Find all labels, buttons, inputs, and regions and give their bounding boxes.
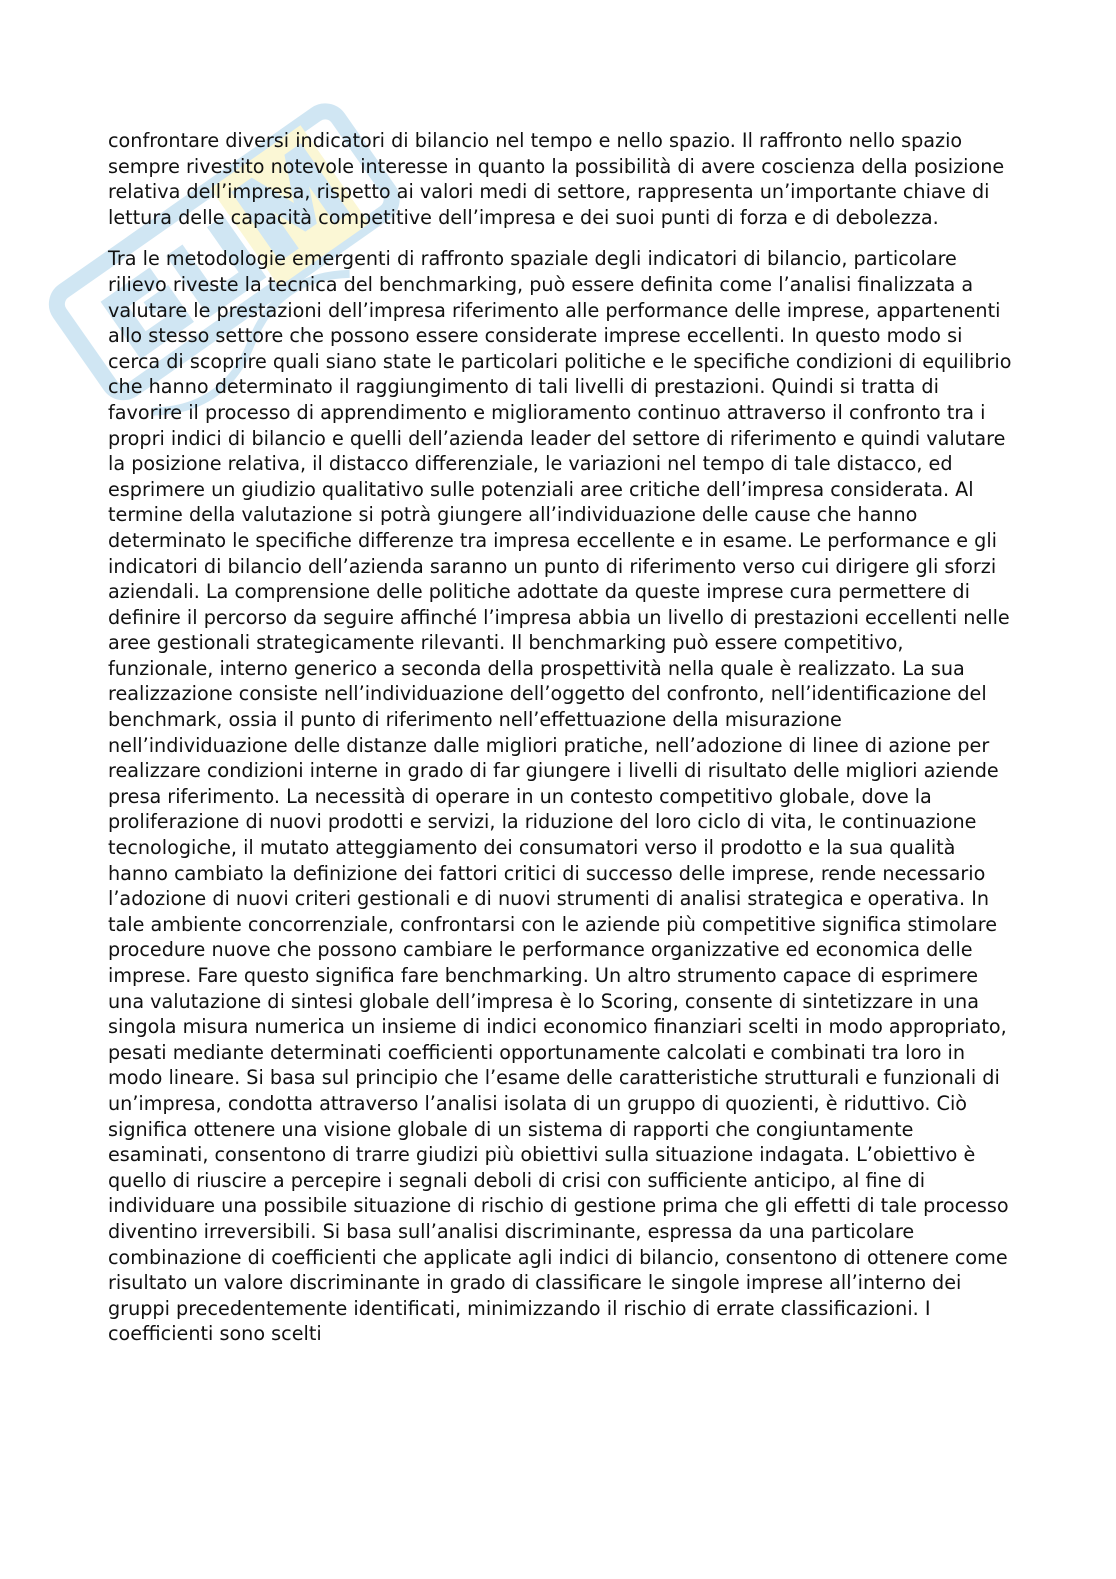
paragraph-2: Tra le metodologie emergenti di raffronto spaziale degli indicatori di bilancio, particolare rilievo riveste la tecnica del benchmarking, può essere definita come l’analisi finalizzata a valutare le prestazioni dell’impresa riferimento alle performance delle imprese, appartenenti allo stesso settore che possono essere considerate imprese eccellenti. In questo modo si cerca di scoprire quali siano state le particolari politiche e le specifiche condizioni di equilibrio che hanno determinato il raggiungimento di tali livelli di prestazioni. Quindi si tratta di favorire il processo di apprendimento e miglioramento continuo attraverso il confronto tra i propri indici di bilancio e quelli dell’azienda leader del settore di riferimento e quindi valutare la posizione relativa, il distacco differenziale, le variazioni nel tempo di tale distacco, ed esprimere un giudizio qualitativo sulle potenziali aree critiche dell’impresa considerata. Al termine della valutazione si potrà giungere all’individuazione delle cause che hanno determinato le specifiche differenze tra impresa eccellente e in esame. Le performance e gli indicatori di bilancio dell’azienda saranno un punto di riferimento verso cui dirigere gli sforzi aziendali. La comprensione delle politiche adottate da queste imprese cura permettere di definire il percorso da seguire affinché l’impresa abbia un livello di prestazioni eccellenti nelle aree gestionali strategicamente rilevanti. Il benchmarking può essere competitivo, funzionale, interno generico a seconda della prospettività nella quale è realizzato. La sua realizzazione consiste nell’individuazione dell’oggetto del confronto, nell’identificazione del benchmark, ossia il punto di riferimento nell’effettuazione della misurazione nell’individuazione delle distanze dalle migliori pratiche, nell’adozione di linee di azione per realizzare condizioni interne in grado di far giungere i livelli di risultato delle migliori aziende presa riferimento. La necessità di operare in un contesto competitivo globale, dove la proliferazione di nuovi prodotti e servizi, la riduzione del loro ciclo di vita, le continuazione tecnologiche, il mutato atteggiamento dei consumatori verso il prodotto e la sua qualità hanno cambiato la definizione dei fattori critici di successo delle imprese, rende necessario l’adozione di nuovi criteri gestionali e di nuovi strumenti di analisi strategica e operativa. In tale ambiente concorrenziale, confrontarsi con le aziende più competitive significa stimolare procedure nuove che possono cambiare le performance organizzative ed economica delle imprese. Fare questo significa fare benchmarking. Un altro strumento capace di esprimere una valutazione di sintesi globale dell’impresa è lo Scoring, consente di sintetizzare in una singola misura numerica un insieme di indici economico finanziari scelti in modo appropriato, pesati mediante determinati coefficienti opportunamente calcolati e combinati tra loro in modo lineare. Si basa sul principio che l’esame delle caratteristiche strutturali e funzionali di un’impresa, condotta attraverso l’analisi isolata di un gruppo di quozienti, è riduttivo. Ciò significa ottenere una visione globale di un sistema di rapporti che congiuntamente esaminati, consentono di trarre giudizi più obiettivi sulla situazione indagata. L’obiettivo è quello di riuscire a percepire i segnali deboli di crisi con sufficiente anticipo, al fine di individuare una possibile situazione di rischio di gestione prima che gli effetti di tale processo diventino irreversibili. Si basa sull’analisi discriminante, espressa da una particolare combinazione di coefficienti che applicate agli indici di bilancio, consentono di ottenere come risultato un valore discriminante in grado di classificare le singole imprese all’interno dei gruppi precedentemente identificati, minimizzando il rischio di errate classificazioni. I coefficienti sono scelti: [108, 247, 1012, 1346]
paragraph-1: confrontare diversi indicatori di bilancio nel tempo e nello spazio. Il raffronto nello spazio sempre rivestito notevole interesse in quanto la possibilità di avere coscienza della posizione relativa dell’impresa, rispetto ai valori medi di settore, rappresenta un’importante chiave di lettura delle capacità competitive dell’impresa e dei suoi punti di forza e di debolezza.: [108, 129, 1005, 229]
document-body: [108, 128, 1013, 1347]
